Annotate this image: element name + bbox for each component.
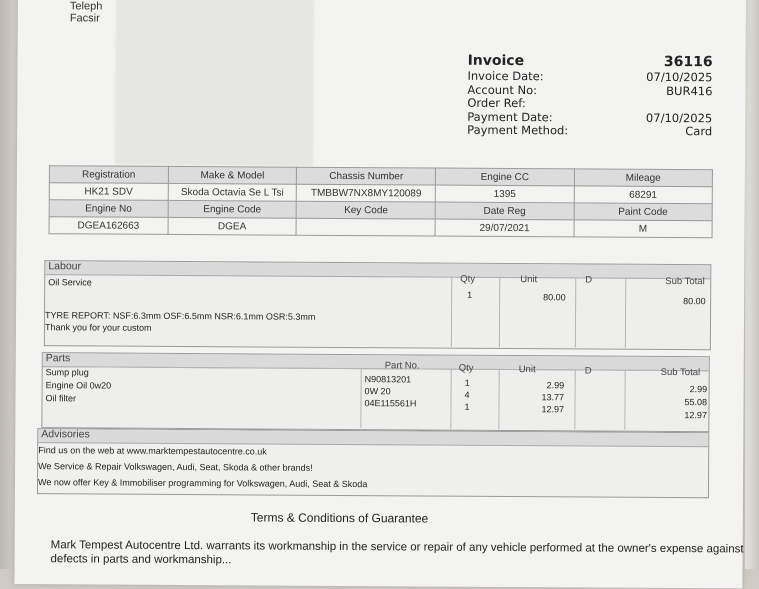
advisories-section — [37, 428, 709, 498]
labour-d-header: D — [585, 274, 592, 285]
parts-row-1-qty: 1 — [465, 378, 470, 388]
terms-title: Terms & Conditions of Guarantee — [251, 510, 429, 525]
labour-divider-2 — [499, 277, 500, 347]
mileage-value: 68291 — [574, 186, 712, 204]
parts-row-2-desc: Engine Oil 0w20 — [46, 380, 112, 390]
payment-method-value: Card — [685, 125, 712, 139]
advisories-title: Advisories — [41, 428, 90, 440]
parts-row-2-unit: 13.77 — [542, 392, 565, 402]
parts-divider-1 — [360, 368, 361, 428]
parts-row-3-qty: 1 — [464, 402, 469, 412]
date-reg-header: Date Reg — [435, 202, 573, 220]
parts-row-2-partno: 0W 20 — [365, 386, 391, 396]
labour-item-unit: 80.00 — [543, 292, 566, 302]
make-model-value: Skoda Octavia Se L Tsi — [168, 183, 297, 201]
parts-row-3-partno: 04E115561H — [364, 398, 416, 408]
parts-row-3-unit: 12.97 — [541, 404, 564, 414]
invoice-date-label: Invoice Date: — [467, 70, 543, 84]
engine-code-value: DGEA — [168, 217, 297, 235]
parts-row-3-desc: Oil filter — [46, 393, 77, 403]
date-reg-value: 29/07/2021 — [435, 219, 573, 237]
invoice-paper — [14, 0, 746, 588]
parts-row-1-partno: N90813201 — [365, 374, 412, 384]
registration-value: HK21 SDV — [49, 183, 168, 201]
chassis-number-value: TMBBW7NX8MY120089 — [297, 184, 436, 202]
make-model-header: Make & Model — [168, 166, 297, 184]
invoice-number: 36116 — [664, 54, 713, 71]
engine-cc-header: Engine CC — [436, 168, 574, 186]
parts-divider-4 — [574, 369, 575, 429]
parts-partno-header: Part No. — [385, 360, 420, 371]
advisory-line-2: We Service & Repair Volkswagen, Audi, Seat, Skoda & other brands! — [38, 461, 313, 473]
parts-row-2-subtotal: 55.08 — [684, 397, 707, 407]
mileage-header: Mileage — [574, 169, 712, 187]
labour-item-qty: 1 — [467, 290, 472, 300]
payment-date-label: Payment Date: — [467, 110, 552, 124]
registration-header: Registration — [49, 166, 168, 184]
advisory-line-3: We now offer Key & Immobiliser programming for Volkswagen, Audi, Seat & Skoda — [38, 477, 367, 489]
engine-code-header: Engine Code — [168, 200, 297, 218]
engine-no-value: DGEA162663 — [49, 217, 168, 235]
engine-cc-value: 1395 — [436, 185, 574, 203]
labour-divider-1 — [451, 277, 452, 347]
parts-row-1-unit: 2.99 — [547, 380, 565, 390]
paint-code-value: M — [574, 220, 712, 238]
parts-row-1-desc: Sump plug — [46, 367, 89, 377]
advisory-line-1: Find us on the web at www.marktempestautocentre.co.uk — [38, 445, 267, 456]
invoice-details — [467, 53, 713, 139]
parts-subtotal-header: Sub Total — [661, 367, 701, 378]
parts-unit-header: Unit — [519, 364, 536, 375]
labour-unit-header: Unit — [520, 274, 537, 285]
background-sheet-right — [745, 0, 759, 569]
key-code-header: Key Code — [297, 201, 436, 219]
payment-date-value: 07/10/2025 — [646, 111, 712, 125]
parts-d-header: D — [585, 365, 592, 376]
labour-item-desc: Oil Service — [48, 277, 92, 287]
header-facsimile: Facsir — [70, 12, 100, 24]
labour-divider-4 — [625, 278, 626, 348]
vehicle-value-row-2 — [49, 217, 712, 238]
labour-qty-header: Qty — [460, 274, 475, 285]
labour-subtotal-header: Sub Total — [665, 276, 705, 287]
thank-you-note: Thank you for your custom — [45, 322, 152, 333]
key-code-value — [296, 218, 435, 236]
account-no-value: BUR416 — [666, 84, 712, 98]
labour-item-subtotal: 80.00 — [683, 296, 706, 306]
redacted-area — [115, 0, 314, 166]
parts-row-1-subtotal: 2.99 — [690, 384, 708, 394]
chassis-number-header: Chassis Number — [297, 167, 436, 185]
payment-method-row — [467, 124, 712, 139]
invoice-label: Invoice — [468, 53, 525, 70]
engine-no-header: Engine No — [49, 200, 168, 218]
parts-qty-header: Qty — [459, 363, 474, 374]
invoice-date-value: 07/10/2025 — [646, 71, 712, 85]
labour-divider-3 — [575, 277, 576, 347]
order-ref-label: Order Ref: — [467, 97, 525, 111]
account-no-label: Account No: — [467, 83, 537, 97]
terms-body: Mark Tempest Autocentre Ltd. warrants its workmanship in the service or repair of any vehicle performed at the owner's expense against defects in parts and workmanship... — [51, 538, 751, 570]
parts-row-3-subtotal: 12.97 — [684, 410, 707, 420]
parts-section — [41, 352, 709, 432]
parts-title: Parts — [46, 352, 71, 364]
payment-method-label: Payment Method: — [467, 124, 568, 138]
header-telephone: Teleph — [70, 0, 102, 12]
labour-title-bar — [45, 261, 710, 279]
labour-title: Labour — [48, 260, 81, 272]
paint-code-header: Paint Code — [574, 203, 712, 221]
parts-row-2-qty: 4 — [465, 390, 470, 400]
tyre-report-note: TYRE REPORT: NSF:6.3mm OSF:6.5mm NSR:6.1mm OSR:5.3mm — [45, 310, 315, 322]
advisories-title-bar — [38, 429, 708, 447]
parts-divider-2 — [450, 369, 451, 429]
parts-divider-3 — [498, 369, 499, 429]
vehicle-table — [49, 165, 713, 238]
labour-section — [44, 260, 712, 350]
parts-divider-5 — [624, 370, 625, 430]
